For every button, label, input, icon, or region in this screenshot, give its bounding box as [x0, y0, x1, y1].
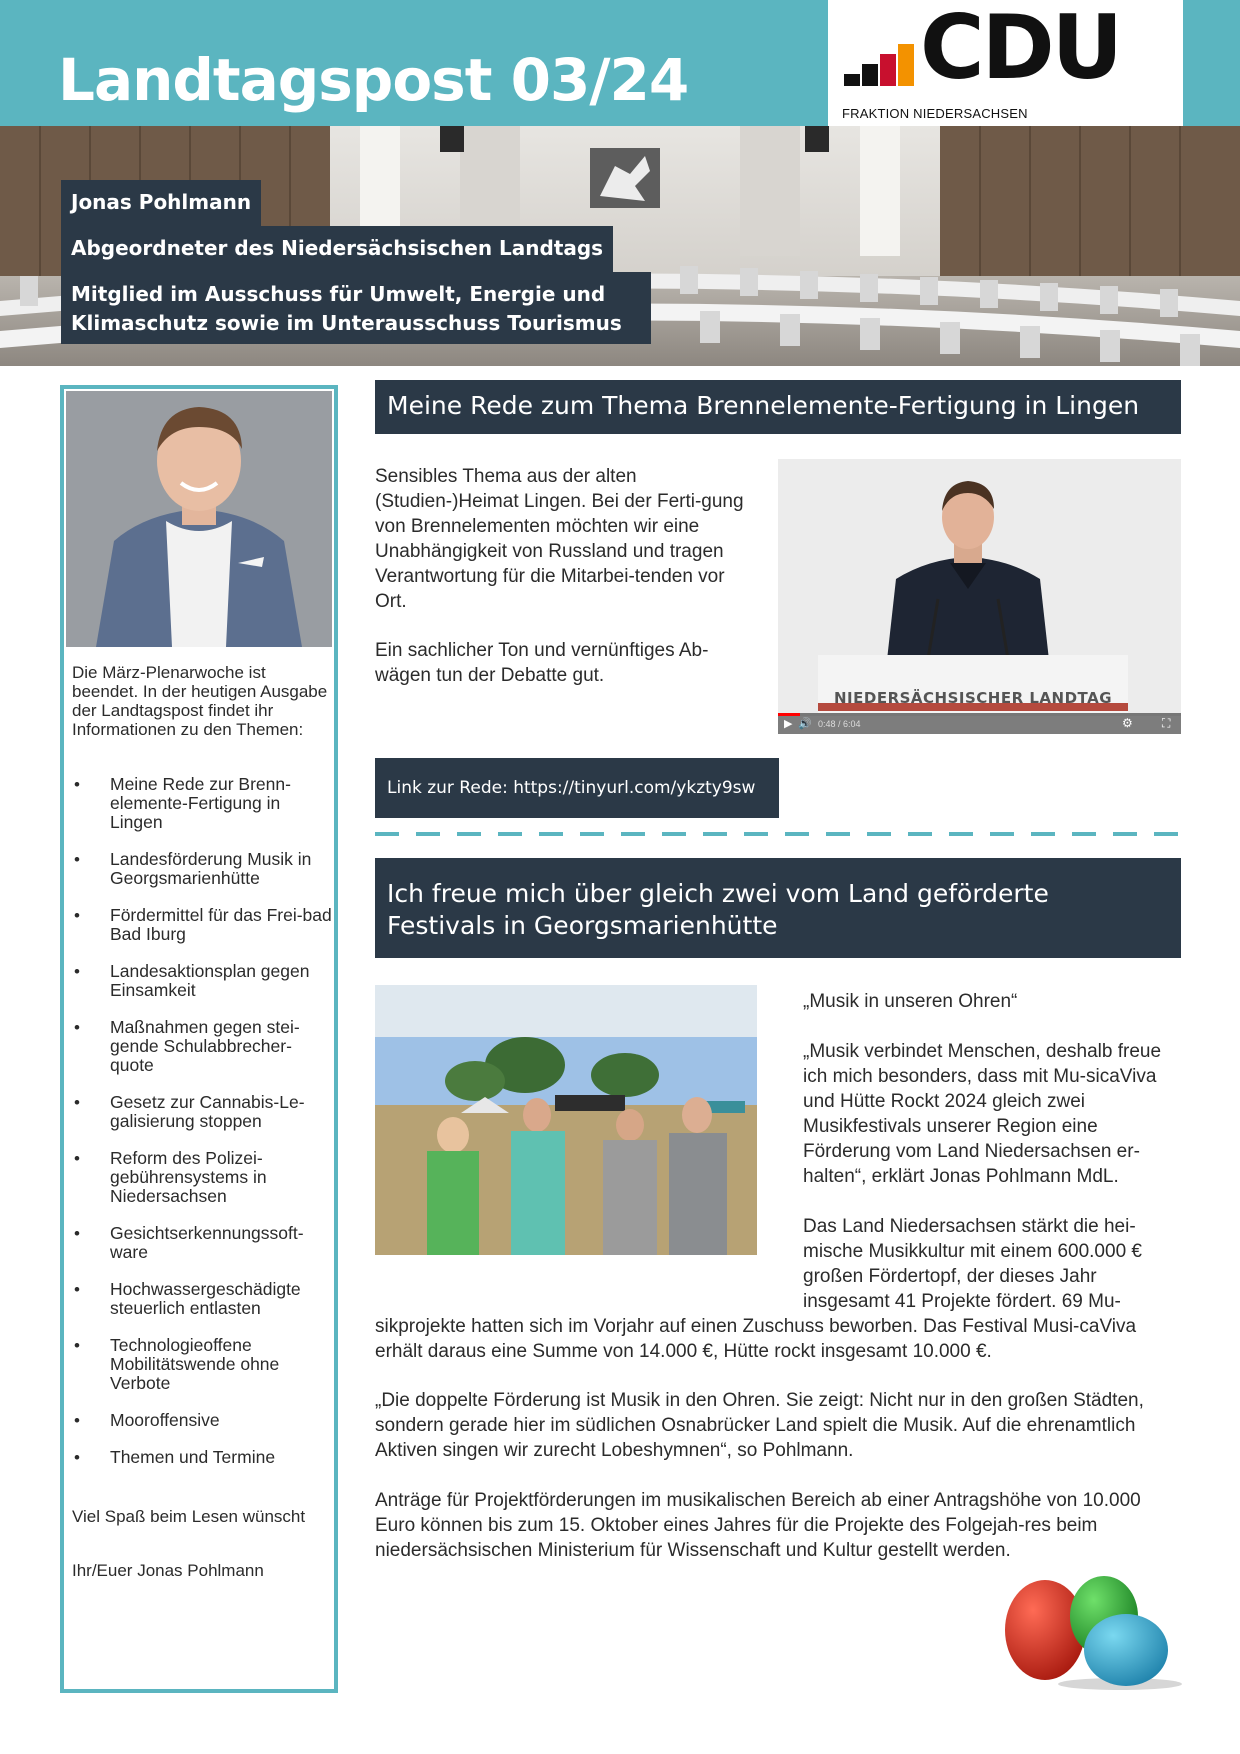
article-2-paragraph-2-start: Das Land Niedersachsen stärkt die hei-mische Musikkultur mit einem 600.000 € großen Fördertopf, der dieses Jahr insgesamt 41 Projekte fördert. 69 Mu-: [803, 1216, 1142, 1312]
article-2-paragraph-3: „Die doppelte Förderung ist Musik in den Ohren. Sie zeigt: Nicht nur in den großen Städten, sondern gerade hier im südlichen Osnabrücker Land spielt die Musik. Auf die ehrenamtlich Aktiven singen wir zurecht Lobeshymnen“, so Pohlmann.: [375, 1390, 1144, 1461]
logo-wordmark: CDU: [920, 0, 1121, 99]
video-fullscreen-icon[interactable]: ⛶: [1162, 716, 1171, 730]
article-1-paragraph-2: Ein sachlicher Ton und vernünftiges Ab-wägen tun der Debatte gut.: [375, 640, 709, 686]
festival-photo-illustration: [375, 985, 757, 1255]
hero-role-label: Abgeordneter des Niedersächsischen Landtags: [61, 226, 613, 272]
topic-item: • Fördermittel für das Frei-bad Bad Iburg: [72, 906, 334, 944]
topic-item: • Meine Rede zur Brenn-elemente-Fertigung in Lingen: [72, 775, 334, 832]
article-2-paragraph-1: „Musik verbindet Menschen, deshalb freue ich mich besonders, dass mit Mu-sicaViva und Hütte Rockt 2024 gleich zwei Musikfestivals unserer Region eine Förderung vom Land Niedersachsen er-halten“, erklärt Jonas Pohlmann MdL.: [803, 1041, 1162, 1187]
topic-list: [72, 775, 334, 1485]
video-volume-icon[interactable]: 🔊: [798, 718, 812, 730]
article-2-heading-line-2: Festivals in Georgsmarienhütte: [387, 911, 778, 940]
author-portrait: [66, 391, 332, 647]
article-1-heading: Meine Rede zum Thema Brennelemente-Fertigung in Lingen: [375, 380, 1181, 434]
hero-committee-line-2: Klimaschutz sowie im Unterausschuss Tourismus: [71, 311, 622, 335]
cdu-logo: [828, 0, 1183, 126]
hero-name-label: Jonas Pohlmann: [61, 180, 261, 226]
video-lectern-text: NIEDERSÄCHSISCHER LANDTAG: [834, 689, 1113, 707]
easter-eggs-illustration: [1000, 1572, 1185, 1692]
article-2-heading-line-1: Ich freue mich über gleich zwei vom Land geförderte: [387, 879, 1049, 908]
sidebar-intro: Die März-Plenarwoche ist beendet. In der heutigen Ausgabe der Landtagspost findet ihr Informationen zu den Themen:: [72, 663, 328, 739]
logo-bars-icon: [844, 36, 914, 86]
logo-subtitle: FRAKTION NIEDERSACHSEN: [842, 106, 1028, 121]
video-time: 0:48 / 6:04: [818, 719, 861, 729]
sidebar-signature: Ihr/Euer Jonas Pohlmann: [72, 1561, 264, 1580]
speech-video-thumbnail[interactable]: [778, 459, 1181, 734]
festival-group-photo: [375, 985, 757, 1255]
portrait-illustration: [66, 391, 332, 647]
topic-item: • Landesaktionsplan gegen Einsamkeit: [72, 962, 334, 1000]
topic-item: • Technologieoffene Mobilitätswende ohne Verbote: [72, 1336, 334, 1393]
video-play-icon[interactable]: ▶: [784, 718, 793, 730]
hero-committee-line-1: Mitglied im Ausschuss für Umwelt, Energie und: [71, 282, 606, 306]
topic-item: • Hochwassergeschädigte steuerlich entlasten: [72, 1280, 334, 1318]
topic-item: • Mooroffensive: [72, 1411, 334, 1430]
topic-item: • Reform des Polizei-gebührensystems in Niedersachsen: [72, 1149, 334, 1206]
topic-item: • Maßnahmen gegen stei-gende Schulabbrecher-quote: [72, 1018, 334, 1075]
article-2-heading: [375, 858, 1181, 958]
header-band: [0, 0, 1240, 126]
article-2-quote-title: „Musik in unseren Ohren“: [803, 991, 1018, 1012]
topic-item: • Themen und Termine: [72, 1448, 334, 1467]
article-2-paragraph-2-end: sikprojekte hatten sich im Vorjahr auf einen Zuschuss beworben. Das Festival Musi-caViva erhält daraus eine Summe von 14.000 €, Hütte rockt insgesamt 10.000 €.: [375, 1316, 1137, 1362]
hero-committee-label: [61, 272, 651, 344]
section-divider: [375, 832, 1181, 836]
speech-link[interactable]: Link zur Rede: https://tinyurl.com/ykzty9sw: [375, 758, 779, 818]
article-2-paragraph-4: Anträge für Projektförderungen im musikalischen Bereich ab einer Antragshöhe von 10.000 Euro können bis zum 15. Oktober eines Jahres für die Projekte des Folgejah-res beim niedersächsischen Ministerium für Wissenschaft und Kultur gestellt werden.: [375, 1490, 1141, 1561]
topic-item: • Landesförderung Musik in Georgsmarienhütte: [72, 850, 334, 888]
newsletter-title: Landtagspost 03/24: [58, 46, 689, 114]
topic-item: • Gesichtserkennungssoft-ware: [72, 1224, 334, 1262]
topic-item: • Gesetz zur Cannabis-Le-galisierung stoppen: [72, 1093, 334, 1131]
sidebar-greeting: Viel Spaß beim Lesen wünscht: [72, 1507, 306, 1526]
sidebar: [60, 385, 338, 1693]
article-1-paragraph-1: Sensibles Thema aus der alten (Studien-)Heimat Lingen. Bei der Ferti-gung von Brennelementen möchten wir eine Unabhängigkeit von Russland und tragen Verantwortung für die Mitarbei-tenden vor Ort.: [375, 466, 744, 612]
video-settings-icon[interactable]: ⚙: [1122, 716, 1133, 730]
